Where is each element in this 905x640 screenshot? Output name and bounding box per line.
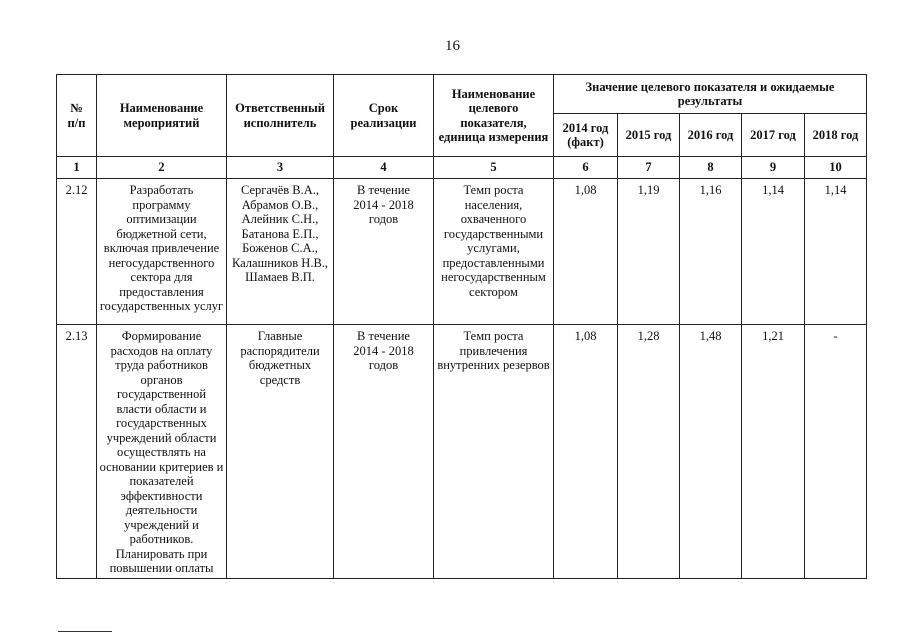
footer-rule <box>58 631 112 632</box>
table-row <box>57 325 867 579</box>
row-value-2017: 1,14 <box>742 179 805 325</box>
row-activity: Формирование расходов на оплату труда работников органов государственной власти области и государственных учреждений области осуществлять на основании критериев и показателей эффективности деятельности учреждений и работников. Планировать при повышении оплаты <box>97 325 227 579</box>
header-executor: Ответственный исполнитель <box>227 75 334 157</box>
activities-table <box>56 74 867 579</box>
header-year-2015: 2015 год <box>618 114 680 157</box>
row-value-2018: 1,14 <box>805 179 867 325</box>
table-row <box>57 179 867 325</box>
header-num: № п/п <box>57 75 97 157</box>
row-value-2016: 1,16 <box>680 179 742 325</box>
column-number: 9 <box>742 157 805 179</box>
column-number: 5 <box>434 157 554 179</box>
row-num: 2.12 <box>57 179 97 325</box>
row-period: В течение 2014 - 2018 годов <box>334 179 434 325</box>
header-target-values: Значение целевого показателя и ожидаемые результаты <box>554 75 867 114</box>
row-value-2014: 1,08 <box>554 179 618 325</box>
column-number: 1 <box>57 157 97 179</box>
row-value-2015: 1,28 <box>618 325 680 579</box>
row-value-2014: 1,08 <box>554 325 618 579</box>
column-number: 6 <box>554 157 618 179</box>
header-indicator: Наименование целевого показателя, единица измерения <box>434 75 554 157</box>
column-number: 3 <box>227 157 334 179</box>
row-period: В течение 2014 - 2018 годов <box>334 325 434 579</box>
header-year-2018: 2018 год <box>805 114 867 157</box>
header-year-2017: 2017 год <box>742 114 805 157</box>
column-number: 4 <box>334 157 434 179</box>
row-value-2018: - <box>805 325 867 579</box>
column-number: 7 <box>618 157 680 179</box>
column-number: 2 <box>97 157 227 179</box>
column-number: 8 <box>680 157 742 179</box>
column-number: 10 <box>805 157 867 179</box>
row-activity: Разработать программу оптимизации бюджетной сети, включая привлечение негосударственного сектора для предоставления государственных услуг <box>97 179 227 325</box>
row-value-2015: 1,19 <box>618 179 680 325</box>
row-indicator: Темп роста привлечения внутренних резервов <box>434 325 554 579</box>
header-activity: Наименование мероприятий <box>97 75 227 157</box>
header-year-2016: 2016 год <box>680 114 742 157</box>
column-numbers-row <box>57 157 867 179</box>
row-indicator: Темп роста населения, охваченного государственными услугами, предоставленными негосударственным сектором <box>434 179 554 325</box>
row-value-2016: 1,48 <box>680 325 742 579</box>
header-period: Срок реализации <box>334 75 434 157</box>
row-num: 2.13 <box>57 325 97 579</box>
row-executor: Главные распорядители бюджетных средств <box>227 325 334 579</box>
header-year-2014: 2014 год (факт) <box>554 114 618 157</box>
row-value-2017: 1,21 <box>742 325 805 579</box>
row-executor: Сергачёв В.А., Абрамов О.В., Алейник С.Н., Батанова Е.П., Боженов С.А., Калашников Н.В., Шамаев В.П. <box>227 179 334 325</box>
page-number: 16 <box>445 38 460 54</box>
